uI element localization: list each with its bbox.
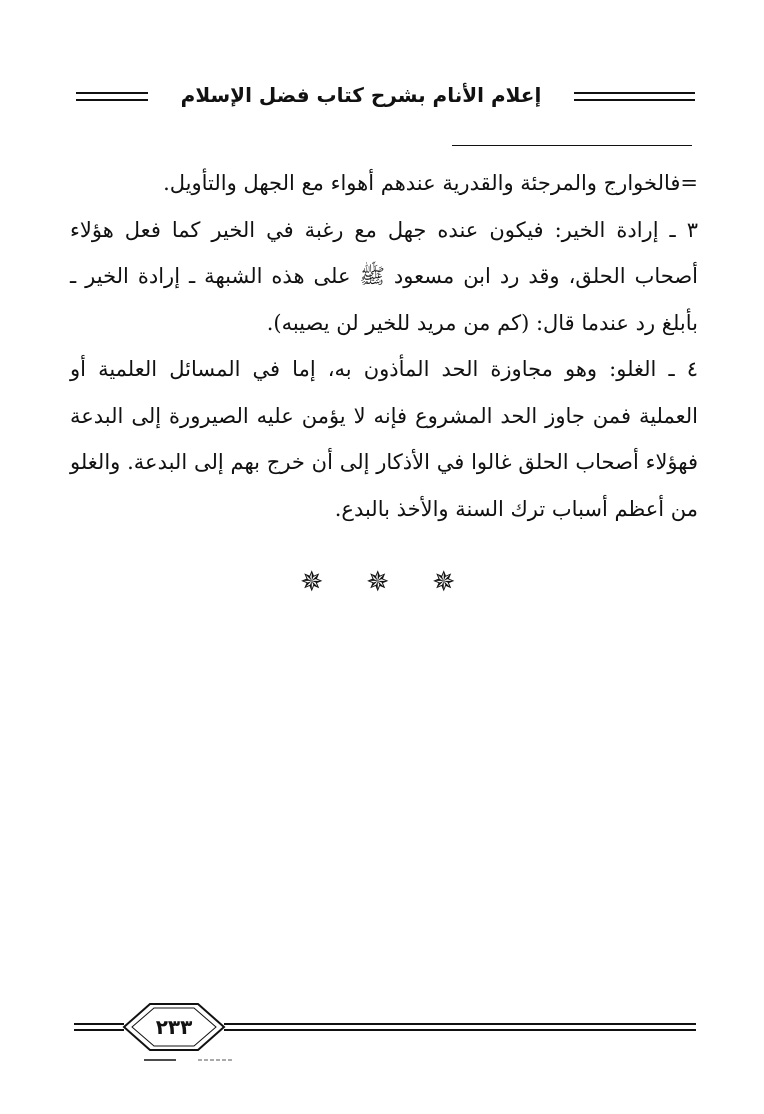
paragraph-point-3: ٣ ـ إرادة الخير: فيكون عنده جهل مع رغبة في الخير كما فعل هؤلاء أصحاب الحلق، وقد رد ابن مسعود ﷺ على هذه الشبهة ـ إرادة الخير ـ بأبلغ رد عندما قال: (كم من مريد للخير لن يصيبه). bbox=[70, 217, 698, 335]
page-body bbox=[70, 160, 698, 532]
paragraph-point-4: ٤ ـ الغلو: وهو مجاوزة الحد المأذون به، إما في المسائل العلمية أو العملية فمن جاوز الحد المشروع فإنه لا يؤمن عليه الصيرورة إلى البدعة فهؤلاء أصحاب الحلق غالوا في الأذكار إلى أن خرج بهم إلى البدعة. والغلو من أعظم أسباب ترك السنة والأخذ بالبدع. bbox=[70, 357, 698, 521]
header-rule-right bbox=[574, 92, 695, 101]
running-header-title: إعلام الأنام بشرح كتاب فضل الإسلام bbox=[180, 83, 542, 107]
page-number: ٢٣٣ bbox=[155, 1015, 193, 1039]
section-end-ornament bbox=[300, 565, 470, 599]
page-footer bbox=[74, 1000, 698, 1070]
star-ornament-icon: ✵ bbox=[432, 565, 456, 598]
paragraph-continuation: =فالخوارج والمرجئة والقدرية عندهم أهواء مع الجهل والتأويل. bbox=[163, 171, 698, 195]
header-rule-left bbox=[76, 92, 148, 101]
star-ornament-icon: ✵ bbox=[366, 565, 390, 598]
footnote-separator bbox=[452, 145, 692, 146]
star-ornament-icon: ✵ bbox=[300, 565, 324, 598]
